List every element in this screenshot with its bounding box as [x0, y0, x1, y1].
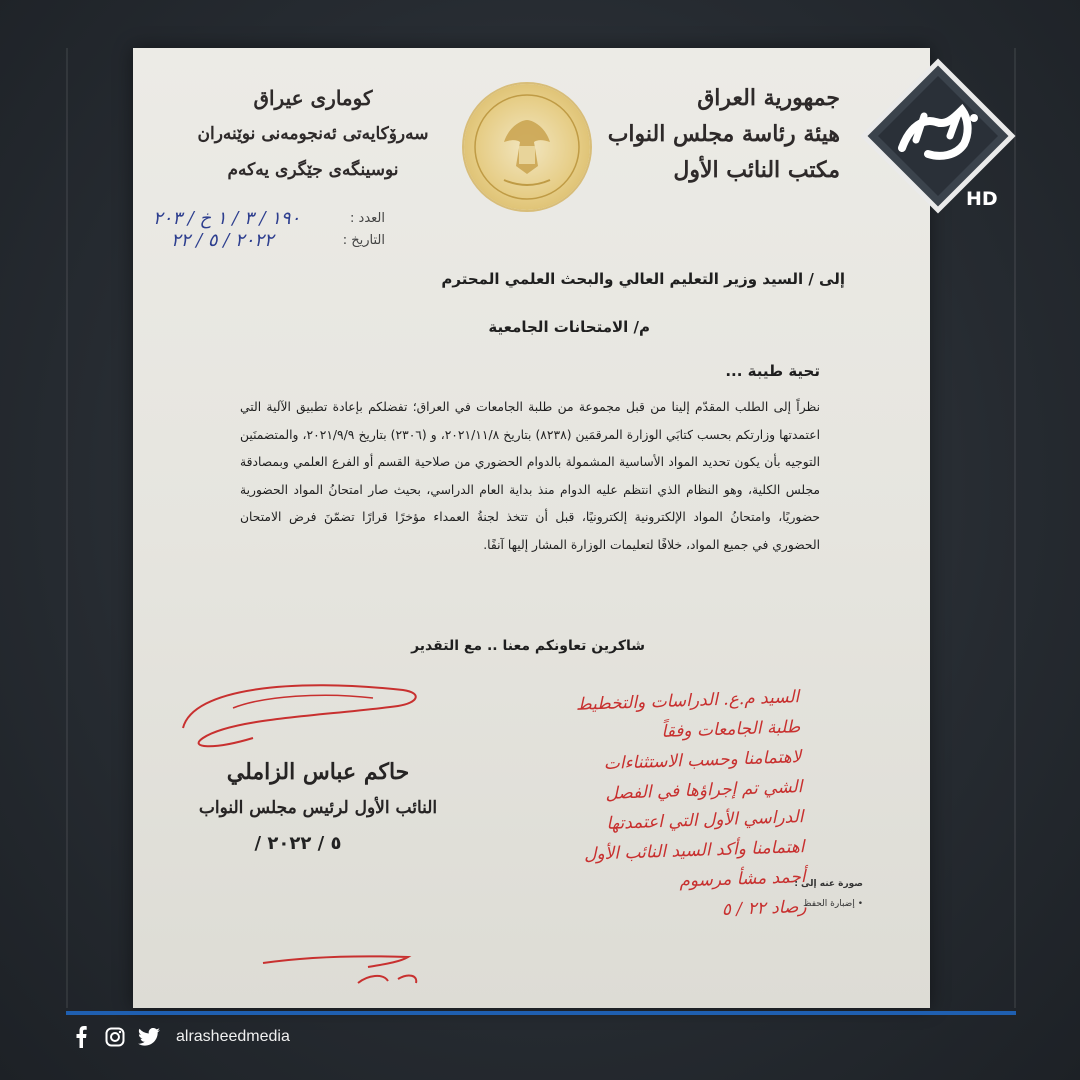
letterhead-arabic: [580, 80, 840, 188]
signatory: [188, 754, 448, 826]
reference-number-value: ١٩٠ / ٣ / ١ خ / ٢٠٣: [153, 208, 301, 229]
letterhead-kurdish-line: نوسینگەی جێگری یەکەم: [227, 160, 399, 180]
copy-to-block: [733, 874, 863, 914]
eagle-emblem-icon: [464, 84, 590, 210]
copy-to-item: • إضبارة الحفظ: [803, 899, 863, 909]
footer-accent-line: [66, 1011, 1016, 1015]
hd-badge: HD: [966, 188, 998, 210]
handwritten-line: اهتمامنا وأكد السيد النائب الأول: [583, 837, 805, 865]
handwritten-line: الشي تم إجراؤها في الفصل: [605, 777, 803, 804]
twitter-icon[interactable]: [138, 1026, 160, 1048]
instagram-icon[interactable]: [104, 1026, 126, 1048]
signatory-name: حاكم عباس الزاملي: [226, 759, 410, 785]
facebook-icon[interactable]: [70, 1026, 92, 1048]
handwritten-line: طلبة الجامعات وفقاً: [661, 717, 801, 742]
letter-paper: [133, 48, 930, 1008]
social-handle[interactable]: alrasheedmedia: [176, 1028, 290, 1045]
frame-edge-left: [66, 48, 68, 1008]
handwritten-line: لاهتمامنا وحسب الاستثناءات: [603, 747, 802, 774]
handwritten-line: رصاد ٢٢ / ٥: [721, 897, 807, 920]
letterhead-arabic-line: هيئة رئاسة مجلس النواب: [607, 121, 840, 147]
handwritten-line: السيد م.ع. الدراسات والتخطيط: [575, 687, 800, 715]
reference-date-label: التاريخ :: [342, 233, 385, 248]
signature-date: / ٥ / ٢٠٢٢: [254, 833, 342, 854]
reference-labels: [315, 208, 385, 252]
letterhead-kurdish-line: سەرۆکایەتی ئەنجومەنی نوێنەران: [197, 124, 429, 144]
letterhead-arabic-line: مكتب النائب الأول: [673, 157, 840, 183]
reference-number-label: العدد :: [350, 211, 385, 226]
signature-scribble-icon: [173, 668, 433, 758]
letterhead-arabic-line: جمهورية العراق: [697, 85, 840, 111]
letter-closing: شاكرين تعاونكم معنا .. مع التقدير: [411, 638, 645, 654]
letterhead-kurdish: [188, 80, 438, 188]
footer-social: [70, 1024, 290, 1050]
letterhead-kurdish-line: كوماری عیراق: [253, 86, 373, 110]
letter-recipient: إلى / السيد وزير التعليم العالي والبحث العلمي المحترم: [441, 270, 845, 288]
letter-subject: م/ الامتحانات الجامعية: [488, 318, 650, 336]
reference-date-value: ٢٠٢٢ / ٥ / ٢٢: [171, 230, 274, 251]
red-ink-initials-icon: [258, 943, 458, 993]
copy-to-heading: صورة عنه إلى :: [794, 879, 863, 889]
letter-greeting: تحية طيبة ...: [725, 362, 820, 380]
letter-body: نظراً إلى الطلب المقدّم إلينا من قبل مجموعة من طلبة الجامعات في العراق؛ تفضلكم بإعادة تطبيق الآلية التي اعتمدتها وزارتكم بحسب كتابَي الوزارة المرقمَين (٨٢٣٨) بتاريخ ٢٠٢١/١١/٨، و (٢٣٠٦) بتاريخ ٢٠٢١/٩/٩، والمتضمنَين التوجيه بأن يكون تحديد المواد الأساسية المشمولة بالدوام الحضوري من صلاحية القسم أو الفرع العلمي وبمصادقة مجلس الكلية، وهو النظام الذي انتظم عليه الدوام منذ بداية العام الدراسي، بحيث صار امتحانُ المواد الحضورية حضوريًا، وامتحانُ المواد الإلكترونية إلكترونيًا، قبل أن تتخذ لجنةُ العمداء مؤخرًا قرارًا تضمّنَ فرض الامتحان الحضوري في جميع المواد، خلافًا لتعليمات الوزارة المشار إليها آنفًا.: [240, 400, 821, 552]
signatory-title: النائب الأول لرئيس مجلس النواب: [198, 798, 438, 818]
iraq-emblem-seal: [464, 84, 590, 210]
reference-values: [153, 208, 300, 252]
handwritten-line: أحمد مشأ مرسوم: [678, 867, 806, 892]
handwritten-line: الدراسي الأول التي اعتمدتها: [606, 807, 804, 834]
